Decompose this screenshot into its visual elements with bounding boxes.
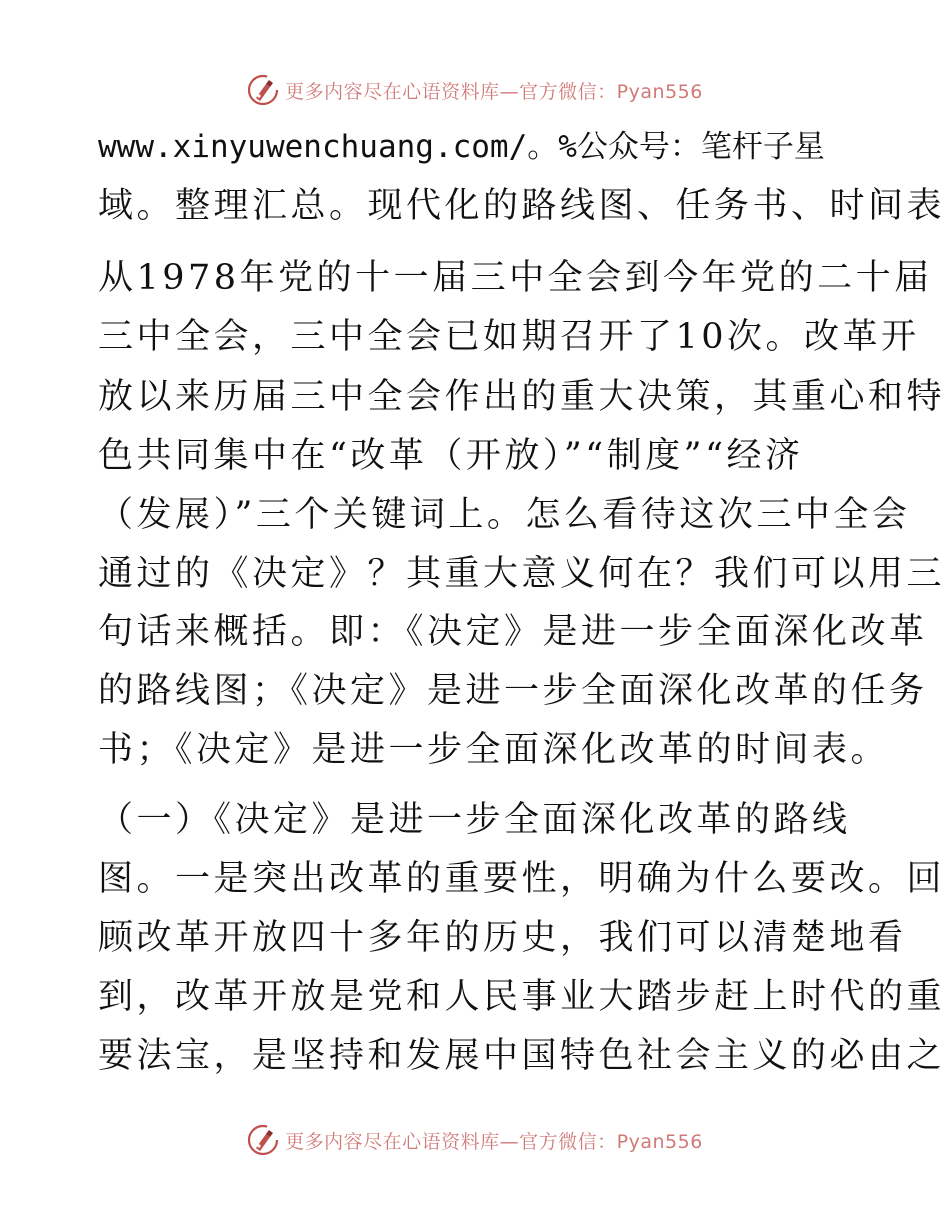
text-line: 通过的《决定》？其重大意义何在？我们可以用三	[98, 554, 946, 594]
text-line: 从1978年党的十一届三中全会到今年党的二十届	[98, 258, 933, 298]
text-line: 色共同集中在“改革（开放）”“制度”“经济	[98, 436, 804, 476]
text-line: 到，改革开放是党和人民事业大踏步赶上时代的重	[98, 977, 946, 1017]
text-line: （发展）”三个关键词上。怎么看待这次三中全会	[98, 495, 911, 535]
text-line: 要法宝，是坚持和发展中国特色社会主义的必由之	[98, 1036, 946, 1076]
text-line: 三中全会，三中全会已如期召开了10次。改革开	[98, 317, 920, 357]
text-line: 的路线图；《决定》是进一步全面深化改革的任务	[98, 671, 928, 711]
text-line: www.xinyuwenchuang.com/。%公众号：笔杆子星	[98, 129, 825, 165]
text-line: （一）《决定》是进一步全面深化改革的路线	[98, 800, 851, 840]
text-line: 域。整理汇总。现代化的路线图、任务书、时间表	[98, 186, 946, 226]
fountain-pen-logo-icon	[247, 1124, 279, 1156]
text-line: 书；《决定》是进一步全面深化改革的时间表。	[98, 730, 890, 770]
text-line: 放以来历届三中全会作出的重大决策，其重心和特	[98, 377, 946, 417]
footer-watermark-banner	[0, 1120, 950, 1160]
watermark-text: 更多内容尽在心语资料库—官方微信：Pyan556	[285, 1130, 703, 1153]
watermark-text: 更多内容尽在心语资料库—官方微信：Pyan556	[285, 80, 703, 103]
text-line: 图。一是突出改革的重要性，明确为什么要改。回	[98, 859, 946, 899]
text-line: 句话来概括。即：《决定》是进一步全面深化改革	[98, 612, 928, 652]
text-line: 顾改革开放四十多年的历史，我们可以清楚地看	[98, 918, 907, 958]
